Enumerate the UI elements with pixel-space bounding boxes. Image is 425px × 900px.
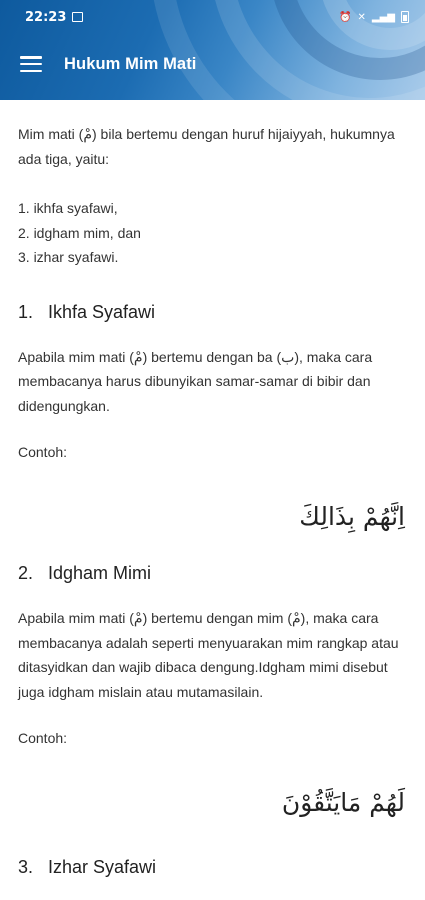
section-number: 3. — [18, 857, 34, 877]
rule-list — [18, 196, 407, 270]
list-item: 3. izhar syafawi. — [18, 249, 119, 265]
section-heading-idgham — [18, 563, 407, 584]
section-title: Izhar Syafawi — [48, 857, 157, 877]
intro-paragraph: Mim mati (مْ) bila bertemu dengan huruf hijaiyyah, hukumnya ada tiga, yaitu: — [18, 126, 395, 167]
page-title: Hukum Mim Mati — [64, 54, 197, 73]
status-time: 22:23 — [25, 9, 67, 25]
section-number: 2. — [18, 563, 34, 583]
list-item: 1. ikhfa syafawi, — [18, 200, 118, 216]
section-heading-ikhfa — [18, 302, 407, 323]
app-header — [0, 0, 425, 100]
arabic-example: لَهُمْ مَايَتَّقُوْنَ — [281, 788, 405, 817]
example-label: Contoh: — [18, 730, 68, 746]
hamburger-menu-icon[interactable] — [20, 56, 42, 72]
status-icons — [339, 11, 409, 23]
mute-icon: ✕ — [357, 11, 366, 23]
section-number: 1. — [18, 301, 34, 322]
section-title: Ikhfa Syafawi — [48, 301, 156, 322]
arabic-example: اِنَّهُمْ بِذَالِكَ — [299, 502, 405, 531]
battery-icon — [401, 11, 409, 23]
toolbar — [0, 44, 425, 84]
article-content — [0, 100, 425, 878]
signal-icon: ▂▄▆ — [371, 11, 395, 23]
alarm-icon: ⏰ — [339, 11, 352, 23]
section-title: Idgham Mimi — [48, 563, 152, 583]
gallery-notification-icon — [72, 12, 83, 22]
example-label: Contoh: — [18, 444, 68, 460]
list-item: 2. idgham mim, dan — [18, 224, 141, 241]
section-body: Apabila mim mati (مْ) bertemu dengan ba (ب), maka cara membacanya harus dibunyikan samar-samar di bibir dan didengungkan. — [18, 348, 373, 414]
status-bar — [0, 0, 425, 34]
section-heading-izhar — [18, 857, 407, 878]
section-body: Apabila mim mati (مْ) bertemu dengan mim (مْ), maka cara membacanya adalah seperti menyuarakan mim rangkap atau ditasyidkan dan wajib dibaca dengung.Idgham mimi disebut juga idgham mislain atau mutamasilain. — [18, 610, 399, 700]
